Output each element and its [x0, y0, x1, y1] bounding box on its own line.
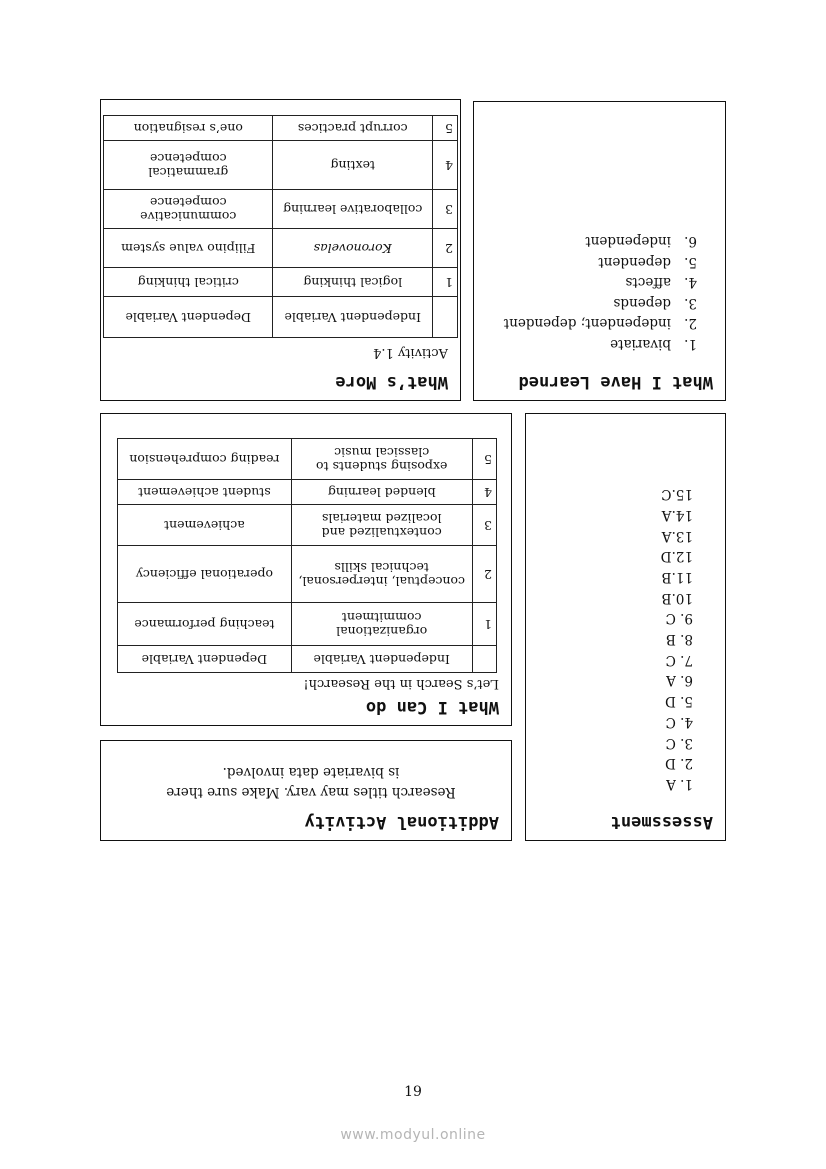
list-item: 2.independent; dependent [503, 315, 697, 332]
table-row: 5 corrupt practices one’s resignation [104, 116, 458, 141]
table-row: 5 exposing students to classical music reading comprehension [118, 439, 497, 480]
table-row: 1 logical thinking critical thinking [104, 268, 458, 297]
section-title: What’s More [335, 372, 448, 392]
list-item: 4.affects [625, 274, 697, 291]
additional-activity-text: Research titles may vary. Make sure there is bivariate data involved. [166, 764, 456, 800]
what-i-can-do-box [100, 413, 512, 726]
list-item: 9. C [665, 610, 693, 627]
list-item: 13.A [661, 527, 693, 544]
table-row: 4 texting grammatical competence [104, 141, 458, 190]
list-item: 1. A [666, 776, 693, 792]
section-title: Assessment [610, 812, 713, 832]
table-row: 2 Koronovelas Filipino value system [104, 229, 458, 268]
assessment-box [525, 413, 726, 841]
what-i-have-learned-box [473, 101, 726, 401]
table-row: 3 contextualized and localized materials achievement [118, 505, 497, 546]
list-item: 5. D [665, 693, 693, 710]
activity-label: Let’s Search in the Research! [303, 676, 499, 691]
list-item: 10.B [661, 589, 693, 606]
list-item: 2. D [665, 755, 693, 772]
section-title: What I Can do [365, 697, 499, 717]
column-header: Dependent Variable [104, 297, 274, 338]
section-title: Additional Activity [304, 812, 499, 832]
table-row: 4 blended learning student achievement [118, 480, 497, 505]
activity-label: Activity 1.4 [373, 345, 448, 360]
list-item: 8. B [665, 631, 693, 648]
list-item: 6.independent [585, 233, 697, 250]
whats-more-table [103, 115, 458, 338]
list-item: 1.bivariate [610, 336, 697, 352]
list-item: 3. C [665, 734, 693, 751]
table-row: 1 organizational commitment teaching performance [118, 603, 497, 646]
what-i-can-do-table [117, 438, 497, 673]
table-header-row [104, 297, 458, 338]
list-item: 12.D [660, 548, 693, 565]
assessment-list [661, 483, 693, 794]
additional-activity-box [100, 740, 512, 841]
column-header: Independent Variable [291, 646, 472, 673]
section-title: What I Have Learned [518, 372, 713, 392]
list-item: 11.B [661, 568, 693, 585]
list-item: 15.C [661, 486, 693, 503]
column-header: Dependent Variable [118, 646, 292, 673]
table-row: 2 conceptual, interpersonal, technical skills operational efficiency [118, 546, 497, 603]
list-item: 14.A [661, 506, 693, 523]
learned-list [504, 231, 697, 354]
column-header: Independent Variable [273, 297, 432, 338]
list-item: 4. C [665, 713, 693, 730]
page-number: 19 [404, 1084, 422, 1100]
list-item: 3.depends [613, 295, 697, 311]
table-header-row [118, 646, 497, 673]
list-item: 6. A [666, 672, 693, 689]
whats-more-box [100, 99, 461, 401]
watermark: www.modyul.online [340, 1127, 486, 1143]
table-row: 3 collaborative learning communicative competence [104, 190, 458, 229]
list-item: 5.dependent [598, 254, 697, 270]
list-item: 7. C [665, 651, 693, 668]
